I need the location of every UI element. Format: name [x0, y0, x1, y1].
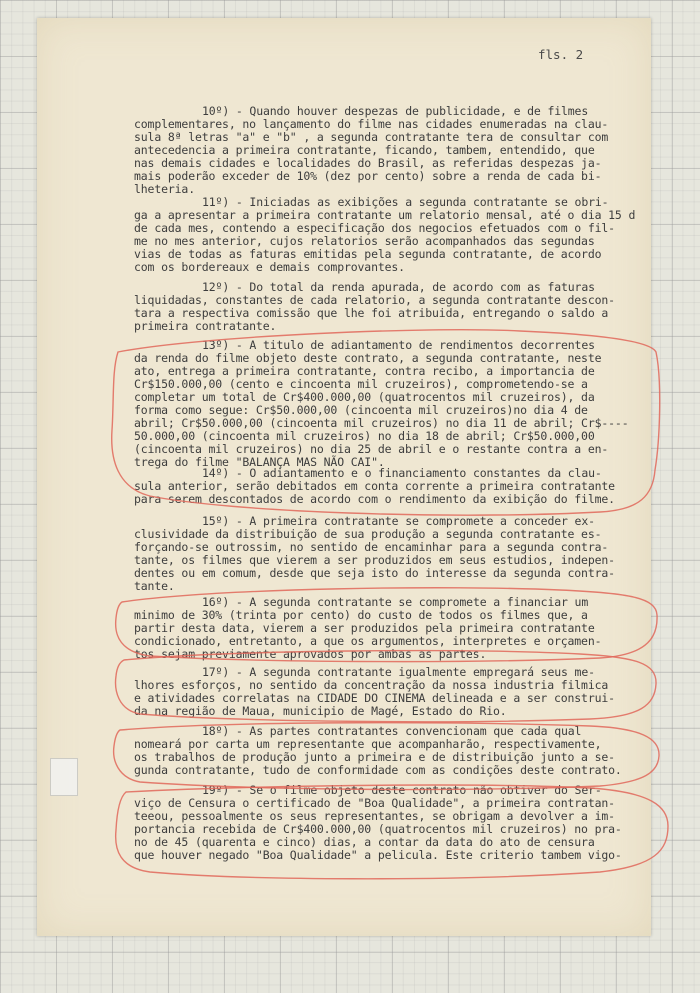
text-line: condicionado, entretanto, a que os argumentos, interpretes e orçamen- — [134, 634, 602, 648]
text-line: lhores esforços, no sentido da concentração da nossa industria filmica — [134, 678, 609, 692]
text-line: dentes ou em comum, desde que seja isto do interesse da segunda contra- — [134, 566, 615, 580]
text-line: no de 45 (quarenta e cinco) dias, a contar da data do ato de censura — [134, 835, 595, 849]
text-line: mais poderão exceder de 10% (dez por cento) sobre a renda de cada bi- — [134, 169, 602, 183]
text-line: 50.000,00 (cincoenta mil cruzeiros) no dia 18 de abril; Cr$50.000,00 — [134, 429, 595, 443]
text-line: partir desta data, vierem a ser produzidos pela primeira contratante — [134, 621, 595, 635]
text-line: que houver negado "Boa Qualidade" a pelicula. Este criterio tambem vigo- — [134, 848, 622, 862]
text-line: lheteria. — [134, 182, 195, 196]
text-line: forçando-se outrossim, no sentido de encaminhar para a segunda contra- — [134, 540, 609, 554]
text-line: viço de Censura o certificado de "Boa Qualidade", a primeira contratan- — [134, 796, 615, 810]
text-line: da renda do filme objeto deste contrato, a segunda contratante, neste — [134, 351, 602, 365]
text-line: 15º) - A primeira contratante se compromete a conceder ex- — [202, 514, 595, 528]
text-line: vias de todas as faturas emitidas pela segunda contratante, de acordo — [134, 247, 602, 261]
text-line: 11º) - Iniciadas as exibições a segunda contratante se obri- — [202, 195, 609, 209]
text-line: tante. — [134, 579, 175, 593]
text-line: de cada mes, contendo a especificação dos negocios efetuados com o fil- — [134, 221, 615, 235]
text-line: da na região de Maua, municipio de Magé, Estado do Rio. — [134, 704, 507, 718]
text-line: ga a apresentar a primeira contratante um relatorio mensal, até o dia 15 d — [134, 208, 636, 222]
text-line: para serem descontados de acordo com o rendimento da exibição do filme. — [134, 492, 615, 506]
text-line: 13º) - A titulo de adiantamento de rendimentos decorrentes — [202, 338, 595, 352]
text-line: os trabalhos de produção junto a primeira e de distribuição junto a se- — [134, 750, 615, 764]
text-line: sula anterior, serão debitados em conta corrente a primeira contratante — [134, 479, 615, 493]
text-line: tos sejam previamente aprovados por ambas as partes. — [134, 647, 487, 661]
text-line: (cincoenta mil cruzeiros) no dia 25 de abril e o restante contra a en- — [134, 442, 609, 456]
text-line: 16º) - A segunda contratante se compromete a financiar um — [202, 595, 589, 609]
text-line: trega do filme "BALANÇA MAS NÃO CAI". — [134, 455, 385, 469]
text-line: completar um total de Cr$400.000,00 (quatrocentos mil cruzeiros), da — [134, 390, 595, 404]
text-line: tara a respectiva comissão que lhe foi atribuida, entregando o saldo a — [134, 306, 609, 320]
text-line: 17º) - A segunda contratante igualmente empregará seus me- — [202, 665, 595, 679]
text-line: e atividades correlatas na CIDADE DO CINEMA delineada e a ser construi- — [134, 691, 615, 705]
text-line: complementares, no lançamento do filme nas cidades enumeradas na clau- — [134, 117, 609, 131]
text-line: 19º) - Se o filme objeto deste contrato não obtiver do Ser- — [202, 783, 602, 797]
text-line: 14º) - O adiantamento e o financiamento constantes da clau- — [202, 466, 602, 480]
text-line: forma como segue: Cr$50.000,00 (cincoenta mil cruzeiros)no dia 4 de — [134, 403, 588, 417]
text-line: me no mes anterior, cujos relatorios serão acompanhados das segundas — [134, 234, 595, 248]
text-line: nomeará por carta um representante que acompanharão, respectivamente, — [134, 737, 602, 751]
page-number: fls. 2 — [538, 47, 584, 62]
text-line: portancia recebida de Cr$400.000,00 (quatrocentos mil cruzeiros) no pra- — [134, 822, 622, 836]
text-line: sula 8ª letras "a" e "b" , a segunda contratante tera de consultar com — [134, 130, 609, 144]
text-line: primeira contratante. — [134, 319, 277, 333]
text-line: nas demais cidades e localidades do Brasil, as referidas despezas ja- — [134, 156, 602, 170]
text-line: gunda contratante, tudo de conformidade com as condições deste contrato. — [134, 763, 622, 777]
tape-strip — [50, 758, 78, 796]
text-line: minimo de 30% (trinta por cento) do custo de todos os filmes que, a — [134, 608, 588, 622]
text-line: 18º) - As partes contratantes convencionam que cada qual — [202, 724, 582, 738]
text-line: abril; Cr$50.000,00 (cincoenta mil cruzeiros) no dia 11 de abril; Cr$---- — [134, 416, 629, 430]
text-line: 12º) - Do total da renda apurada, de acordo com as faturas — [202, 280, 595, 294]
text-line: tante, os filmes que vierem a ser produzidos em seus estudios, indepen- — [134, 553, 615, 567]
text-line: ato, entrega a primeira contratante, contra recibo, a importancia de — [134, 364, 595, 378]
text-line: antecedencia a primeira contratante, ficando, tambem, entendido, que — [134, 143, 595, 157]
text-line: Cr$150.000,00 (cento e cincoenta mil cruzeiros), comprometendo-se a — [134, 377, 588, 391]
text-line: liquidadas, constantes de cada relatorio, a segunda contratante descon- — [134, 293, 615, 307]
text-line: 10º) - Quando houver despezas de publicidade, e de filmes — [202, 104, 589, 118]
text-line: clusividade da distribuição de sua produção a segunda contratante es- — [134, 527, 602, 541]
text-line: com os bordereaux e demais comprovantes. — [134, 260, 405, 274]
text-line: teeou, pessoalmente os seus representantes, se obrigam a devolver a im- — [134, 809, 615, 823]
